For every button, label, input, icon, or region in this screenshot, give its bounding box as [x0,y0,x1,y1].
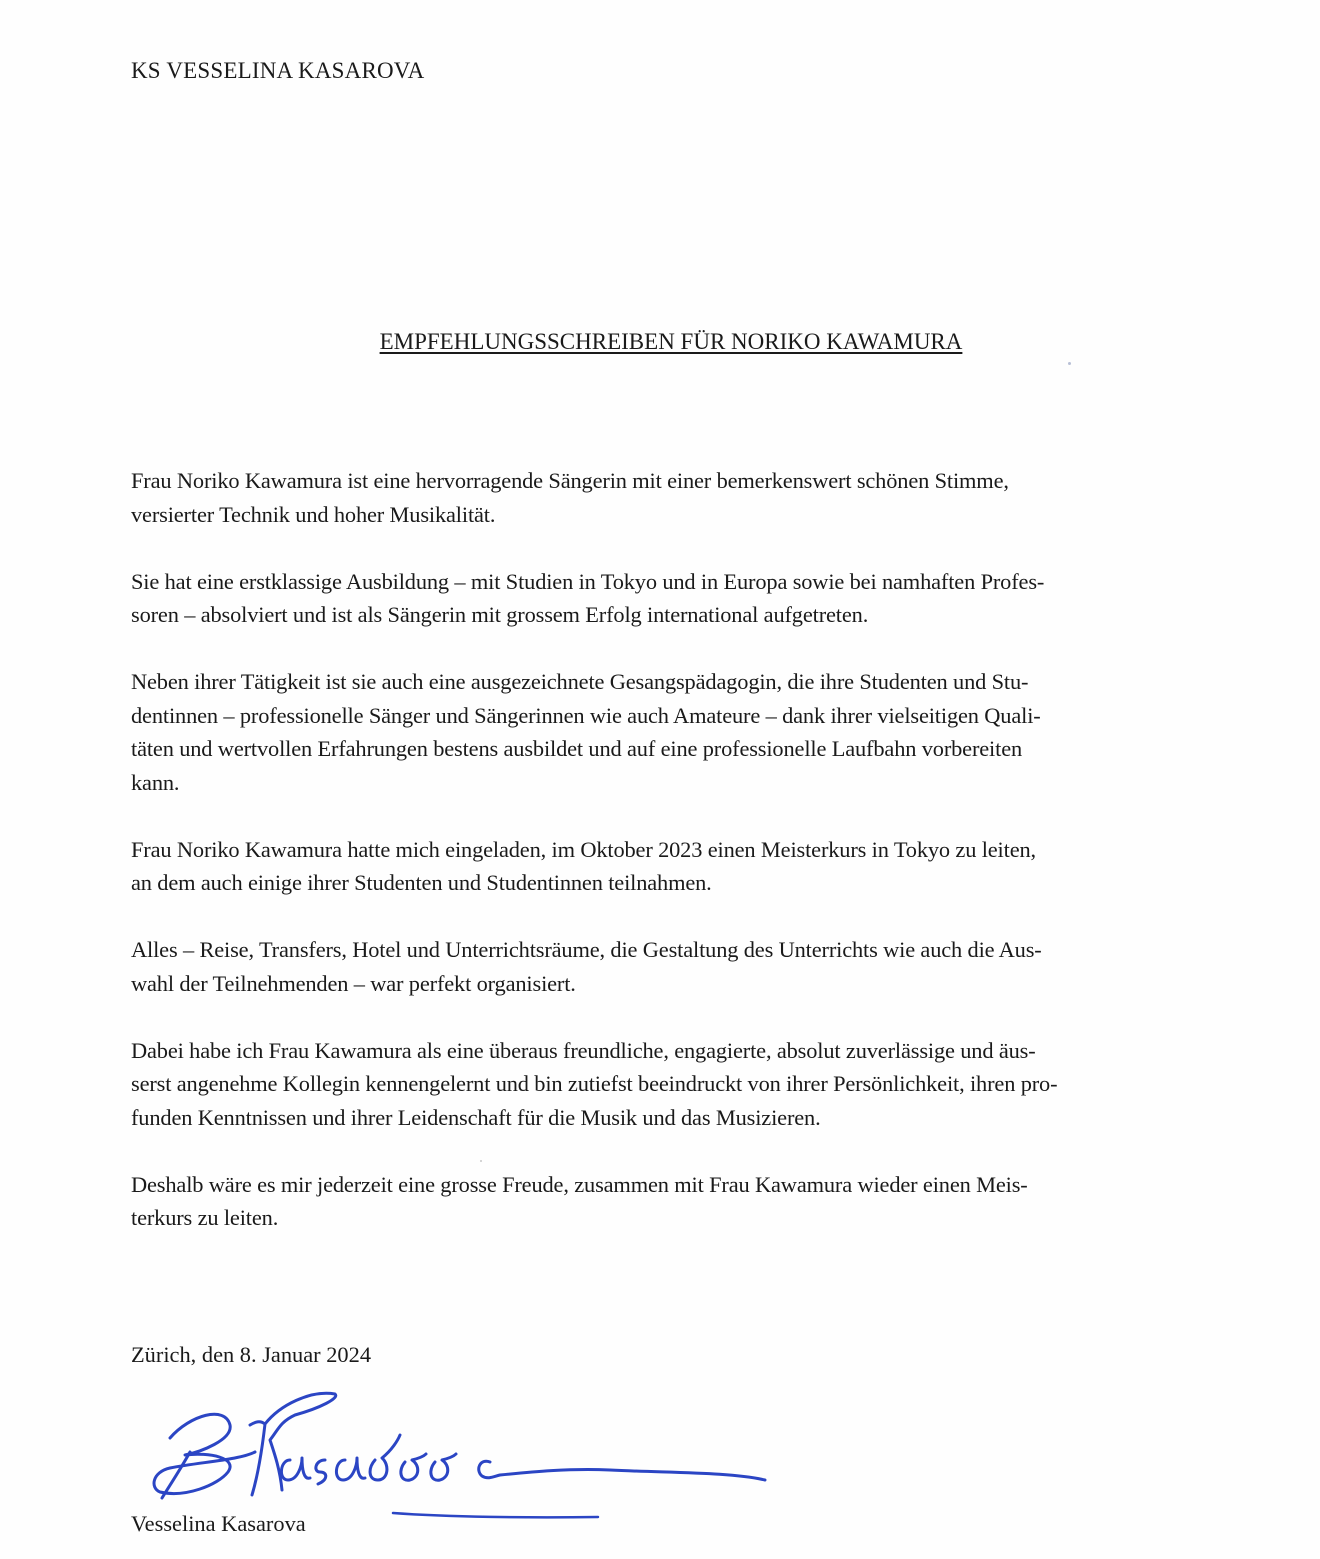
paragraph-line: terkurs zu leiten. [131,1205,279,1230]
printed-name: Vesselina Kasarova [131,1511,306,1536]
place-and-date: Zürich, den 8. Januar 2024 [131,1342,372,1367]
paragraph-line: Alles – Reise, Transfers, Hotel und Unterrichtsräume, die Gestaltung des Unterrichts wie auch die Aus- [131,937,1042,962]
paragraph-line: Frau Noriko Kawamura ist eine hervorragende Sängerin mit einer bemerkenswert schönen Stimme, [131,468,1009,493]
signature-stroke [281,1458,310,1480]
signature-stroke [250,1422,265,1495]
paragraph-line: an dem auch einige ihrer Studenten und Studentinnen teilnahmen. [131,870,712,895]
paragraph-line: soren – absolviert und ist als Sängerin mit grossem Erfolg international aufgetreten. [131,602,869,627]
paragraph-line: Deshalb wäre es mir jederzeit eine grosse Freude, zusammen mit Frau Kawamura wieder einen Meis- [131,1171,1028,1197]
paragraph-line: wahl der Teilnehmenden – war perfekt organisiert. [131,970,576,996]
signature-stroke [431,1454,456,1480]
paragraph-line: versierter Technik und hoher Musikalität. [131,501,496,527]
paragraph-3 [131,665,1211,799]
signature-stroke [479,1461,765,1480]
signature-stroke [401,1454,426,1480]
signature-stroke [336,1458,365,1480]
paragraph-line: serst angenehme Kollegin kennengelernt und bin zutiefst beeindruckt von ihrer Persönlichkeit, ihren pro- [131,1071,1058,1096]
paragraph-4 [131,833,1211,900]
letter-subject: EMPFEHLUNGSSCHREIBEN FÜR NORIKO KAWAMURA [379,329,963,354]
paragraph-line: Dabei habe ich Frau Kawamura als eine überaus freundliche, engagierte, absolut zuverlässige und äus- [131,1037,1036,1063]
signature-stroke [370,1435,400,1480]
paragraph-2 [131,565,1211,632]
letterhead-sender: KS VESSELINA KASAROVA [131,58,425,83]
signature-underline-icon [388,1505,608,1525]
paragraph-7 [131,1168,1211,1235]
letter-body [131,464,1211,1268]
paragraph-5 [131,933,1211,1000]
scan-speck [480,1160,482,1162]
paragraph-line: dentinnen – professionelle Sänger und Sängerinnen wie auch Amateure – dank ihrer vielseitigen Quali- [131,702,1041,728]
signature-stroke [154,1414,255,1493]
paragraph-line: funden Kenntnissen und ihrer Leidenschaft für die Musik und das Musizieren. [131,1104,821,1130]
paragraph-6 [131,1034,1211,1135]
paragraph-line: täten und wertvollen Erfahrungen bestens ausbildet und auf eine professionelle Laufbahn vorbereiten [131,736,1023,761]
scan-speck [1068,362,1071,365]
paragraph-line: kann. [131,769,180,795]
signature-stroke [316,1460,326,1484]
paragraph-line: Frau Noriko Kawamura hatte mich eingeladen, im Oktober 2023 einen Meisterkurs in Tokyo zu leiten, [131,836,1036,862]
paragraph-1 [131,464,1211,531]
paragraph-line: Sie hat eine erstklassige Ausbildung – mit Studien in Tokyo und in Europa sowie bei namhaften Profes- [131,568,1045,594]
paragraph-line: Neben ihrer Tätigkeit ist sie auch eine ausgezeichnete Gesangspädagogin, die ihre Studenten und Stu- [131,669,1029,694]
